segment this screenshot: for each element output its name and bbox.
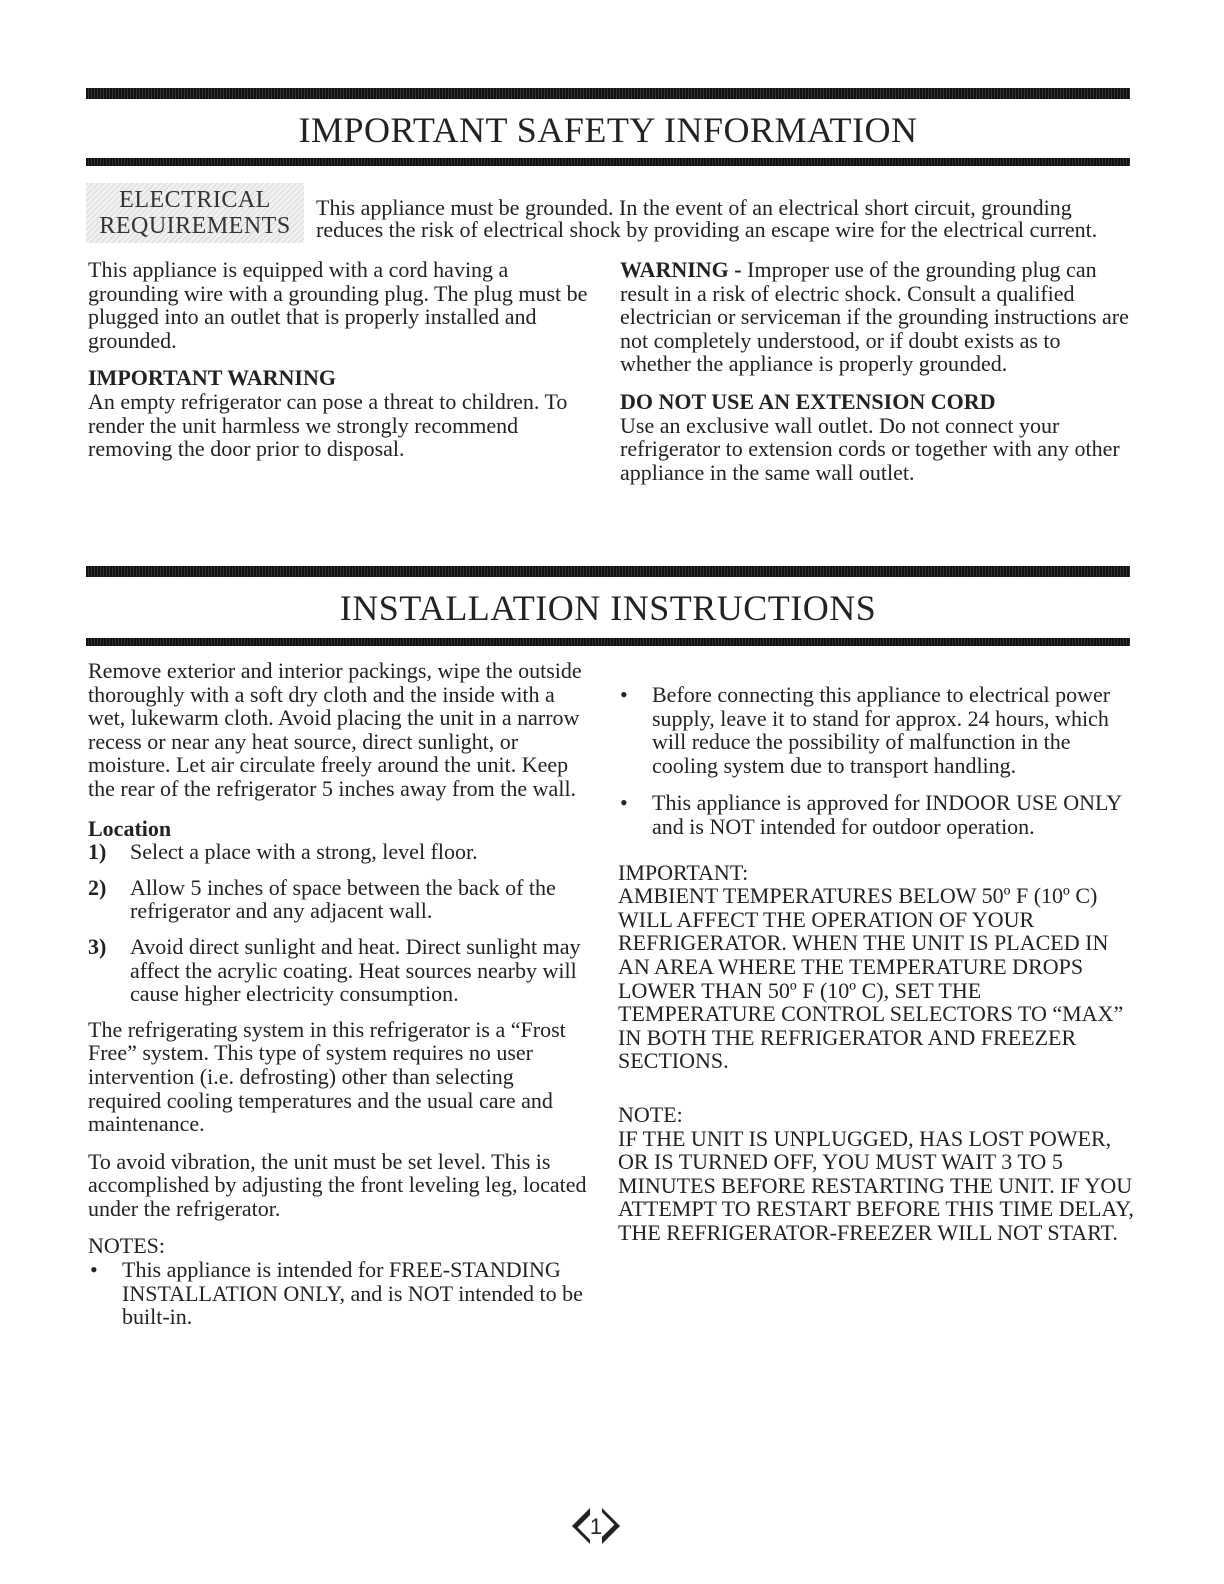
frost-free-paragraph: The refrigerating system in this refrigerator is a “Frost Free” system. This type of system requires no user intervention (i.e. defrosting) other than selecting required cooling temperatures and the usual care and maintenance. [88,1016,566,1137]
intro-line-2: reduces the risk of electrical shock by providing an escape wire for the electrical current. [316,217,1098,242]
note-heading: NOTE: [618,1101,683,1127]
intro-line-1: This appliance must be grounded. In the event of an electrical short circuit, grounding [316,195,1072,220]
safety-title-rule [86,158,1130,166]
safety-left-column [88,258,588,461]
electrical-intro [316,197,1136,241]
important-heading: IMPORTANT: [618,859,749,885]
install-title-rule [86,638,1130,646]
bullet-item-1 [618,683,1138,777]
location-item-3-number: 3) [88,933,107,959]
location-item-3-text: Avoid direct sunlight and heat. Direct sunlight may affect the acrylic coating. Heat sources nearby will cause higher electricity consumption. [130,933,581,1007]
warning-label: WARNING - [620,257,742,282]
bullet-item-2-text: This appliance is approved for INDOOR USE ONLY and is NOT intended for outdoor operation. [652,790,1122,839]
note-text: IF THE UNIT IS UNPLUGGED, HAS LOST POWER, OR IS TURNED OFF, YOU MUST WAIT 3 TO 5 MINUTES BEFORE RESTARTING THE UNIT. IF YOU ATTEMPT TO RESTART BEFORE THIS TIME DELAY, THE REFRIGERATOR-FREEZER WILL NOT START. [618,1125,1134,1245]
extension-cord-heading: DO NOT USE AN EXTENSION CORD [620,388,996,414]
safety-right-column [620,258,1136,484]
install-top-rule [86,566,1130,577]
important-text: AMBIENT TEMPERATURES BELOW 50º F (10º C) WILL AFFECT THE OPERATION OF YOUR REFRIGERATOR. WHEN THE UNIT IS PLACED IN AN AREA WHERE THE TEMPERATURE DROPS LOWER THAN 50º F (10º C), SET THE TEMPERATURE CONTROL SELECTORS TO “MAX” IN BOTH THE REFRIGERATOR AND FREEZER SECTIONS. [618,883,1124,1074]
install-intro: Remove exterior and interior packings, wipe the outside thoroughly with a soft dry cloth and the inside with a wet, lukewarm cloth. Avoid placing the unit in a narrow recess or near any heat source, direct sunlight, or moisture. Let air circulate freely around the unit. Keep the rear of the refrigerator 5 inches away from the wall. [88,658,582,801]
location-item-2 [88,876,592,923]
install-title: INSTALLATION INSTRUCTIONS [339,588,877,628]
bullet-item-1-text: Before connecting this appliance to electrical power supply, leave it to stand for approx. 24 hours, which will reduce the possibility of malfunction in the cooling system due to transport handling. [652,682,1111,778]
notes-item-text: This appliance is intended for FREE-STANDING INSTALLATION ONLY, and is NOT intended to be built-in. [122,1257,583,1330]
extension-cord-text: Use an exclusive wall outlet. Do not connect your refrigerator to extension cords or together with any other appliance in the same wall outlet. [620,412,1120,485]
important-warning-heading: IMPORTANT WARNING [88,365,336,391]
page-number-icon [568,1498,624,1554]
box-label-line-1: ELECTRICAL [119,187,271,213]
electrical-requirements-box [86,183,304,243]
install-left-column [88,659,592,1329]
bullet-glyph: • [90,1257,98,1283]
top-rule [86,88,1130,99]
page-number: 1 [589,1514,603,1539]
location-item-1-text: Select a place with a strong, level floor. [130,839,478,865]
box-label-line-2: REQUIREMENTS [99,213,291,239]
location-item-2-number: 2) [88,874,107,900]
bullet-item-2 [618,791,1138,838]
notes-heading: NOTES: [88,1233,165,1259]
install-right-column [618,683,1138,1244]
warning-paragraph [620,258,1136,376]
location-item-1-number: 1) [88,839,107,865]
location-item-1 [88,840,592,864]
location-item-3 [88,935,592,1006]
location-item-2-text: Allow 5 inches of space between the back of the refrigerator and any adjacent wall. [130,874,556,924]
bullet-glyph: • [620,682,628,707]
safety-title: IMPORTANT SAFETY INFORMATION [298,110,918,150]
vibration-paragraph: To avoid vibration, the unit must be set level. This is accomplished by adjusting the front leveling leg, located under the refrigerator. [88,1148,587,1221]
location-heading: Location [88,815,172,841]
important-warning-text: An empty refrigerator can pose a threat to children. To render the unit harmless we strongly recommend removing the door prior to disposal. [88,388,568,462]
notes-item [88,1258,592,1329]
grounding-paragraph: This appliance is equipped with a cord having a grounding wire with a grounding plug. The plug must be plugged into an outlet that is properly installed and grounded. [88,257,588,353]
bullet-glyph: • [620,790,628,816]
page-number-badge [568,1498,624,1554]
warning-text: Improper use of the grounding plug can result in a risk of electric shock. Consult a qualified electrician or serviceman if the grounding instructions are not completely understood, or if doubt exists as to whether the appliance is properly grounded. [620,257,1129,377]
